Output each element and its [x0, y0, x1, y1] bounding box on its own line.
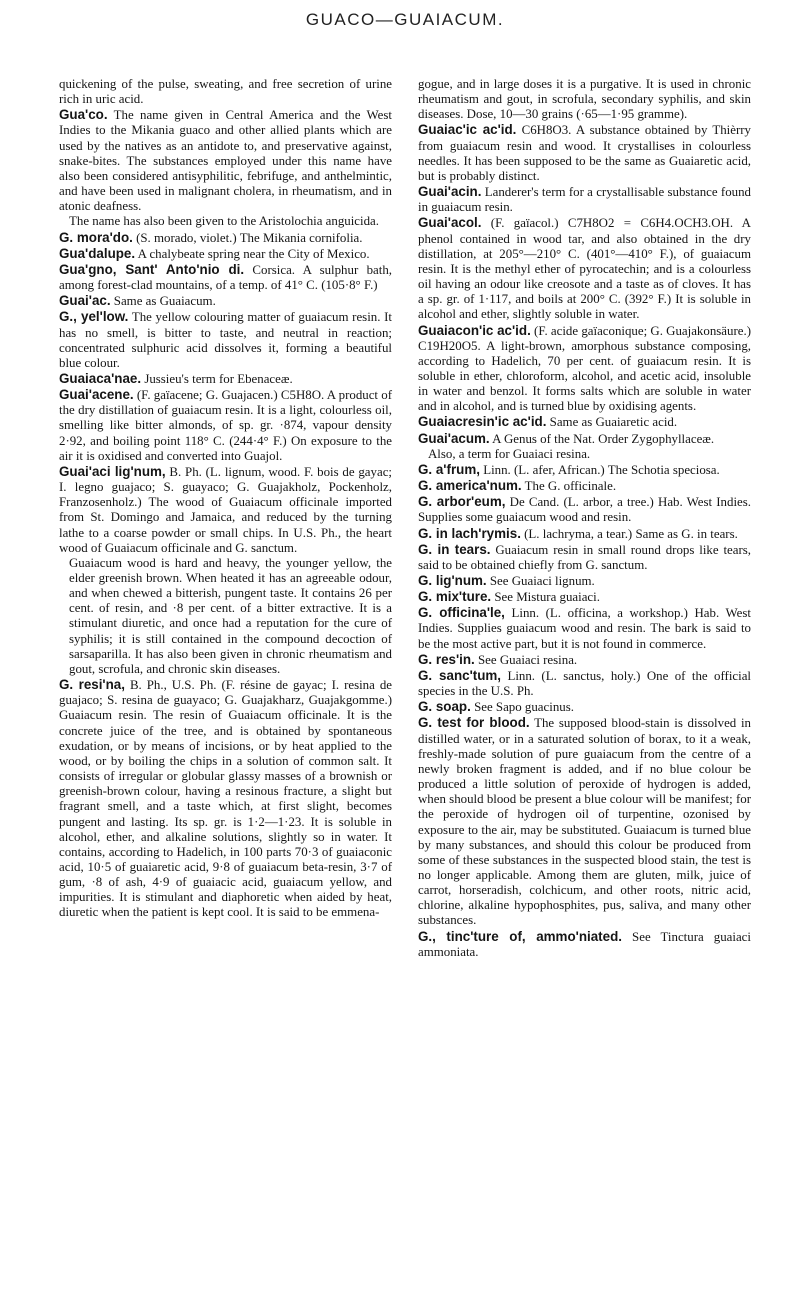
entry-text: See Guaiaci lignum. [486, 574, 595, 588]
entry-headword: Guai'acum. [418, 430, 490, 446]
dictionary-entry [59, 262, 392, 293]
entry-headword: G. sanc'tum, [418, 667, 502, 683]
dictionary-entry [59, 371, 392, 387]
entry-text: C6H8O3. A substance obtained by Thièrry from guaiacum resin and wood. It crystallises in colourless needles. It has been supposed to be the same as Guaiaretic acid, but is probably distinct. [418, 123, 752, 183]
right-column [418, 77, 751, 960]
entry-headword: G. res'in. [418, 651, 475, 667]
entry-headword: Guai'acin. [418, 184, 482, 200]
left-column [59, 77, 392, 960]
entry-text: (S. morado, violet.) The Mikania cornifolia. [132, 230, 363, 245]
entry-text: The name has also been given to the Aristolochia anguicida. [69, 214, 379, 229]
dictionary-entry [59, 107, 392, 214]
entry-text: De Cand. (L. arbor, a tree.) Hab. West Indies. Supplies some guaiacum wood and resin. [418, 495, 751, 525]
entry-text: Landerer's term for a crystallisable substance found in guaiacum resin. [418, 185, 751, 215]
dictionary-entry [59, 214, 392, 229]
dictionary-entry [418, 184, 751, 215]
entry-headword: G. lig'num. [418, 573, 487, 588]
entry-text: A chalybeate spring near the City of Mexico. [135, 246, 370, 261]
dictionary-entry [418, 122, 751, 184]
dictionary-entry [59, 293, 392, 309]
entry-text: The yellow colouring matter of guaiacum resin. It has no smell, is bitter to taste, and neutral in reaction; concentrated sulphuric acid dissolves it, forming a beautiful blue colour. [59, 310, 392, 370]
entry-headword: Gua'co. [59, 107, 108, 123]
dictionary-entry [418, 494, 751, 525]
entry-text: See Tinctura guaiaci ammoniata. [418, 929, 751, 959]
entry-text: Guaiacum wood is hard and heavy, the younger yellow, the elder greenish brown. When heated it has an agreeable odour, and when chewed a bitterish, pungent taste. It contains 26 per cent. of resin, and ·8 per cent. of a bitter extractive. It is a stimulant diuretic, and once had a reputation for the cure of syphilis; it is still contained in the compound decoction of sarsaparilla. It has also been given in chronic rheumatism and gout, scrofula, and chronic skin diseases. [69, 555, 392, 676]
dictionary-entry [418, 215, 751, 322]
dictionary-entry [418, 414, 751, 430]
entry-headword: Guai'acene. [59, 387, 134, 403]
entry-text: The G. officinale. [521, 479, 617, 494]
entry-headword: Guaiacon'ic ac'id. [418, 322, 531, 338]
dictionary-entry [418, 542, 751, 573]
entry-headword: Guaiac'ic ac'id. [418, 122, 517, 138]
entry-text: Jussieu's term for Ebenaceæ. [141, 371, 293, 386]
entry-headword: G. soap. [418, 699, 471, 715]
entry-text: Corsica. A sulphur bath, among forest-clad mountains, of a temp. of 41° C. (105·8° F.) [59, 262, 392, 293]
entry-text: (L. lachryma, a tear.) Same as G. in tears. [520, 526, 738, 541]
entry-text: quickening of the pulse, sweating, and free secretion of urine rich in uric acid. [59, 77, 392, 107]
entry-headword: Guai'ac. [59, 293, 111, 309]
entry-headword: G. test for blood. [418, 715, 530, 731]
entry-text: Same as Guaiacum. [110, 294, 216, 309]
entry-text: The supposed blood-stain is dissolved in distilled water, or in a saturated solution of borax, to it a weak, freshly-made solution of pure guaiacum from the centre of a newly broken fragment is added, and if no blue colour be produced a little solution of peroxide of hydrogen is added, when should blood be present a blue colour will be manifest; for the peroxide of hydrogen oil of turpentine, ozonised by exposure to the air, may be substituted. Guaiacum is turned blue by many substances, and should this colour be produced from some of these substances in the suspected blood stain, the test is no longer applicable. Among them are gluten, milk, juice of carrot, horseradish, colchicum, and other roots, nitric acid, chlorine, alkaline hypophosphites, pus, saliva, and many other substances. [418, 716, 751, 928]
entry-headword: G. a'frum, [418, 461, 480, 477]
entry-headword: Guaiacresin'ic ac'id. [418, 414, 547, 430]
entry-text: Also, a term for Guaiaci resina. [428, 446, 591, 461]
dictionary-entry [59, 246, 392, 262]
dictionary-entry [418, 715, 751, 928]
entry-text: Linn. (L. officina, a workshop.) Hab. West Indies. Supplies guaiacum wood and resin. The bark is said to be the most active part, but it is not found in commerce. [418, 606, 751, 651]
dictionary-entry [418, 526, 751, 542]
running-head: GUACO—GUAIACUM. [305, 10, 505, 29]
entry-text: gogue, and in large doses it is a purgative. It is used in chronic rheumatism and gout, in scrofula, secondary syphilis, and skin diseases. Dose, 10—30 grains (·65—1·95 gramme). [418, 77, 751, 122]
entry-headword: G. in tears. [418, 541, 491, 557]
dictionary-entry [418, 652, 751, 668]
dictionary-entry [418, 699, 751, 715]
entry-headword: Guai'aci lig'num, [59, 463, 166, 479]
entry-headword: Guaiaca'nae. [59, 370, 142, 386]
text-columns [59, 77, 751, 960]
entry-text: See Guaiaci resina. [474, 652, 578, 667]
entry-text: (F. acide gaïaconique; G. Guajakonsäure.) C19H20O5. A light-brown, amorphous substance composing, according to Hadelich, 70 per cent. of guaiacum resin. It is soluble in ether, chloroform, alcohol, and acetic acid, insoluble in water and benzol. It forms salts which are soluble in water and in alcohol, and is turned blue by oxidising agents. [418, 323, 751, 414]
entry-headword: G. mora'do. [59, 229, 133, 245]
dictionary-entry [418, 447, 751, 462]
entry-headword: G. arbor'eum, [418, 494, 506, 510]
entry-text: Linn. (L. afer, African.) The Schotia speciosa. [479, 462, 720, 477]
entry-text: See Mistura guaiaci. [491, 590, 600, 605]
dictionary-entry [418, 323, 751, 415]
dictionary-entry [59, 464, 392, 556]
entry-headword: G., tinc'ture of, ammo'niated. [418, 928, 622, 944]
entry-text: B. Ph., U.S. Ph. (F. résine de gayac; I. resina de guajaco; S. resina de guayaco; G. Guajakharz, Guajakgomme.) Guaiacum resin. The resin of Guaiacum officinale. It is the concrete juice of the tree, and is obtained by spontaneous exudation, or by means of incisions, or by heat applied to the wood, or by boiling the chips in a solution of common salt. It consists of irregular or globular glassy masses of a brownish or greenish-brown colour, having a resinous fracture, a slight but fragrant smell, and a taste which, at first slight, becomes pungent and lasting. Its sp. gr. is 1·2—1·23. It is soluble in alcohol, ether, and alkaline solutions, slightly so in water. It contains, according to Hadelich, in 100 parts 70·3 of guaiaconic acid, 10·5 of guaiaretic acid, 9·8 of guaiacum beta-resin, 3·7 of gum, ·8 of ash, 4·9 of guaiacic acid, guaiacum yellow, and impurities. It is stimulant and diaphoretic when aided by heat, diuretic when the patient is kept cool. It is said to be emmena- [59, 678, 392, 920]
dictionary-entry [418, 929, 751, 960]
entry-text: The name given in Central America and the West Indies to the Mikania guaco and other allied plants which are used by the natives as an antidote to, and preservative against, snake-bites. The substances employed under this name have also been considered antisyphilitic, febrifuge, and anthelmintic, and have been used in malignant cholera, in rheumatism, and in atonic deafness. [59, 108, 392, 214]
entry-headword: Guai'acol. [418, 215, 482, 231]
entry-headword: G. mix'ture. [418, 589, 492, 605]
entry-headword: G., yel'low. [59, 309, 129, 325]
dictionary-entry [59, 677, 392, 921]
entry-text: B. Ph. (L. lignum, wood. F. bois de gayac; I. legno guajaco; S. guayaco; G. Guajakholz, Pockenholz, Franzosenholz.) The wood of Guaiacum officinale imported from St. Domingo and Jamaica, and reduced by the turning lathe to a coarse powder or small chips. In U.S. Ph., the heart wood of Guaiacum officinale and G. sanctum. [59, 464, 392, 555]
dictionary-entry [59, 77, 392, 107]
entry-headword: G. resi'na, [59, 677, 125, 693]
entry-text: Same as Guaiaretic acid. [546, 415, 678, 430]
entry-text: (F. gaïacene; G. Guajacen.) C5H8O. A product of the dry distillation of guaiacum resin. It is a light, colourless oil, smelling like bitter almonds, of sp. gr. ·874, vapour density 2·92, and boiling point 118° C. (244·4° F.) On exposure to the air it is oxidised and converted into Guajol. [59, 388, 392, 463]
dictionary-entry [418, 478, 751, 494]
entry-headword: Gua'gno, Sant' Anto'nio di. [59, 261, 245, 277]
dictionary-entry [59, 387, 392, 464]
dictionary-entry [59, 556, 392, 677]
entry-headword: G. america'num. [418, 478, 522, 494]
entry-text: See Sapo guacinus. [470, 700, 574, 715]
entry-text: (F. gaïacol.) C7H8O2 = C6H4.OCH3.OH. A phenol contained in wood tar, and also obtained in the dry distillation, at 205°—210° C. (401°—410° F.), of guaiacum resin. It is the methyl ether of pyrocatechin; and is a colourless oil having an odour like creosote and a taste as of cloves. It has a sp. gr. of 1·117, and boils at 200° C. (392° F.) It is soluble in alcohol and ether, slightly soluble in water. [418, 216, 751, 322]
dictionary-entry [59, 230, 392, 246]
dictionary-entry [418, 462, 751, 478]
entry-text: Linn. (L. sanctus, holy.) One of the official species in the U.S. Ph. [418, 668, 752, 699]
entry-text: A Genus of the Nat. Order Zygophyllaceæ. [489, 431, 715, 446]
entry-text: Guaiacum resin in small round drops like tears, said to be obtained chiefly from G. sanctum. [418, 542, 751, 572]
dictionary-entry [418, 77, 751, 122]
entry-headword: G. in lach'rymis. [418, 525, 521, 541]
dictionary-entry [418, 431, 751, 447]
dictionary-entry [418, 573, 751, 589]
dictionary-entry [418, 668, 751, 699]
dictionary-entry [418, 605, 751, 651]
entry-headword: Gua'dalupe. [59, 245, 136, 261]
dictionary-entry [59, 309, 392, 371]
dictionary-entry [418, 589, 751, 605]
entry-headword: G. officina'le, [418, 605, 505, 621]
